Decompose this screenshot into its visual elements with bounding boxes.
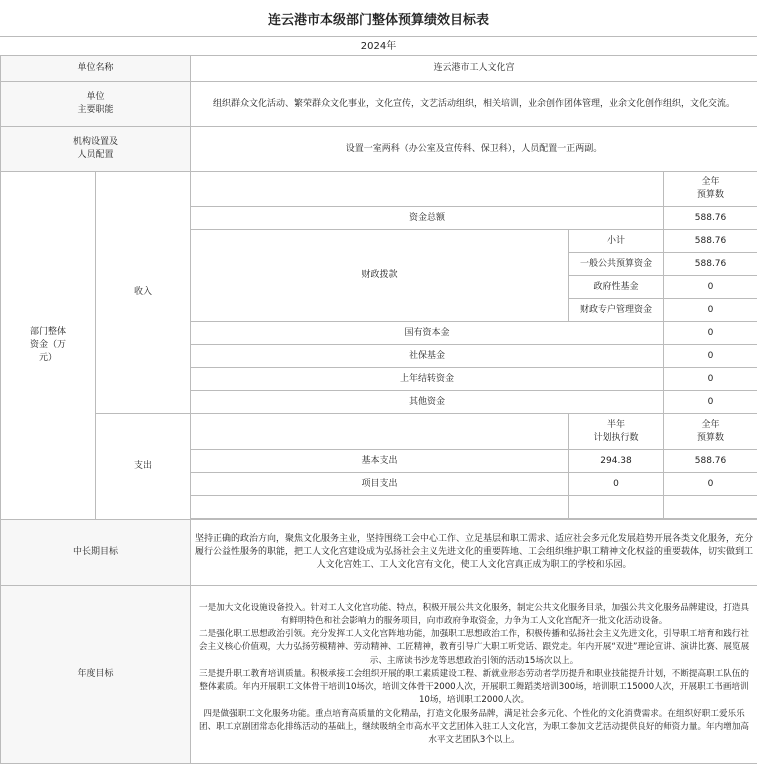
longterm-value: 坚持正确的政治方向，聚焦文化服务主业，坚持围绕工会中心工作、立足基层和职工需求、适应社会多元化发展趋势开展各类文化服务，充分履行公益性服务的职能，把工人文化宫建设成为弘扬社会主义先进文化的重要阵地、工会组织维护职工精神文化权益的重要载体，切实做到工人文化宫姓工、工人文化宫有文化，使工人文化宫真正成为职工的学校和乐园。 bbox=[191, 520, 757, 586]
duties-row bbox=[1, 82, 757, 127]
longterm-label: 中长期目标 bbox=[1, 520, 191, 586]
unit-name-value: 连云港市工人文化宫 bbox=[191, 56, 757, 82]
funds-label: 部门整体 资金（万 元） bbox=[1, 172, 96, 520]
other-fund-label: 国有资本金 bbox=[191, 322, 664, 345]
blank-cell bbox=[664, 496, 757, 519]
expense-annual-value: 0 bbox=[664, 473, 757, 496]
half-year-header: 半年 计划执行数 bbox=[569, 414, 664, 450]
annual-label: 年度目标 bbox=[1, 586, 191, 764]
unit-row bbox=[1, 56, 757, 82]
page-title: 连云港市本级部门整体预算绩效目标表 bbox=[0, 9, 757, 28]
org-label: 机构设置及 人员配置 bbox=[1, 127, 191, 172]
other-fund-value: 0 bbox=[664, 345, 757, 368]
fiscal-item-value: 0 bbox=[664, 276, 757, 299]
expense-header-row bbox=[1, 414, 757, 450]
year-label: 2024年 bbox=[0, 36, 757, 55]
expense-half-value: 0 bbox=[569, 473, 664, 496]
income-header-row bbox=[1, 172, 757, 207]
annual-value: 一是加大文化设施设备投入。针对工人文化宫功能、特点，积极开展公共文化服务，制定公共文化服务目录，加强公共文化服务品牌建设，打造具有鲜明特色和社会影响力的服务项目，向市政府争取资金，力争为工人文化宫配齐一批文化活动设备。 二是强化职工思想政治引领。充分发挥工人文化宫阵地功能，加强职工思想政治工作，积极传播和弘扬社会主义先进文化，引导职工培育和践行社会主义核心价值观，大力弘扬劳模精神、劳动精神、工匠精神，教育引导广大职工听党话、跟党走。年内开展“双进”理论宣讲、演讲比赛、展览展示、主席读书沙龙等思想政治引领的活动15场次以上。 三是提升职工教育培训质量。积极承接工会组织开展的职工素质建设工程、新就业形态劳动者学历提升和职业技能提升计划，不断提高职工队伍的整体素质。年内开展职工文体骨干培训10场次，培训文体骨干2000人次，开展职工舞蹈类培训300场，培训职工15000人次，开展职工书画培训10场，培训职工2000人次。 四是做强职工文化服务功能。重点培育高质量的文化精品，打造文化服务品牌，满足社会多元化、个性化的文化消费需求。在组织好职工爱乐乐团、职工京剧团常态化排练活动的基础上，继续吸纳全市高水平文艺团体入驻工人文化宫，为职工参加文艺活动提供良好的师资力量。年内增加高水平文艺团队3个以上。 bbox=[191, 586, 757, 764]
fiscal-item-value: 0 bbox=[664, 299, 757, 322]
other-fund-value: 0 bbox=[664, 322, 757, 345]
budget-table bbox=[0, 55, 757, 764]
income-label: 收入 bbox=[96, 172, 191, 414]
blank-cell bbox=[191, 172, 664, 207]
blank-cell bbox=[569, 496, 664, 519]
fiscal-item-label: 小计 bbox=[569, 230, 664, 253]
expense-item-label: 项目支出 bbox=[191, 473, 569, 496]
blank-cell bbox=[191, 496, 569, 519]
other-fund-value: 0 bbox=[664, 391, 757, 414]
other-fund-label: 上年结转资金 bbox=[191, 368, 664, 391]
longterm-row bbox=[1, 520, 757, 586]
expense-label: 支出 bbox=[96, 414, 191, 520]
other-fund-value: 0 bbox=[664, 368, 757, 391]
expense-half-value: 294.38 bbox=[569, 450, 664, 473]
annual-header: 全年 预算数 bbox=[664, 414, 757, 450]
other-fund-label: 其他资金 bbox=[191, 391, 664, 414]
fiscal-item-value: 588.76 bbox=[664, 230, 757, 253]
fiscal-item-label: 一般公共预算资金 bbox=[569, 253, 664, 276]
expense-item-label: 基本支出 bbox=[191, 450, 569, 473]
duties-label: 单位 主要职能 bbox=[1, 82, 191, 127]
blank-cell bbox=[191, 414, 569, 450]
annual-header: 全年 预算数 bbox=[664, 172, 757, 207]
total-label: 资金总额 bbox=[191, 207, 664, 230]
unit-name-label: 单位名称 bbox=[1, 56, 191, 82]
org-value: 设置一室两科（办公室及宣传科、保卫科），人员配置一正两副。 bbox=[191, 127, 757, 172]
duties-value: 组织群众文化活动、繁荣群众文化事业，文化宣传，文艺活动组织，相关培训，业余创作团体管理，业余文化创作组织，文化交流。 bbox=[191, 82, 757, 127]
org-row bbox=[1, 127, 757, 172]
other-fund-label: 社保基金 bbox=[191, 345, 664, 368]
total-value: 588.76 bbox=[664, 207, 757, 230]
fiscal-item-label: 财政专户管理资金 bbox=[569, 299, 664, 322]
fiscal-item-value: 588.76 bbox=[664, 253, 757, 276]
expense-annual-value: 588.76 bbox=[664, 450, 757, 473]
fiscal-item-label: 政府性基金 bbox=[569, 276, 664, 299]
annual-row bbox=[1, 586, 757, 764]
fiscal-label: 财政拨款 bbox=[191, 230, 569, 322]
